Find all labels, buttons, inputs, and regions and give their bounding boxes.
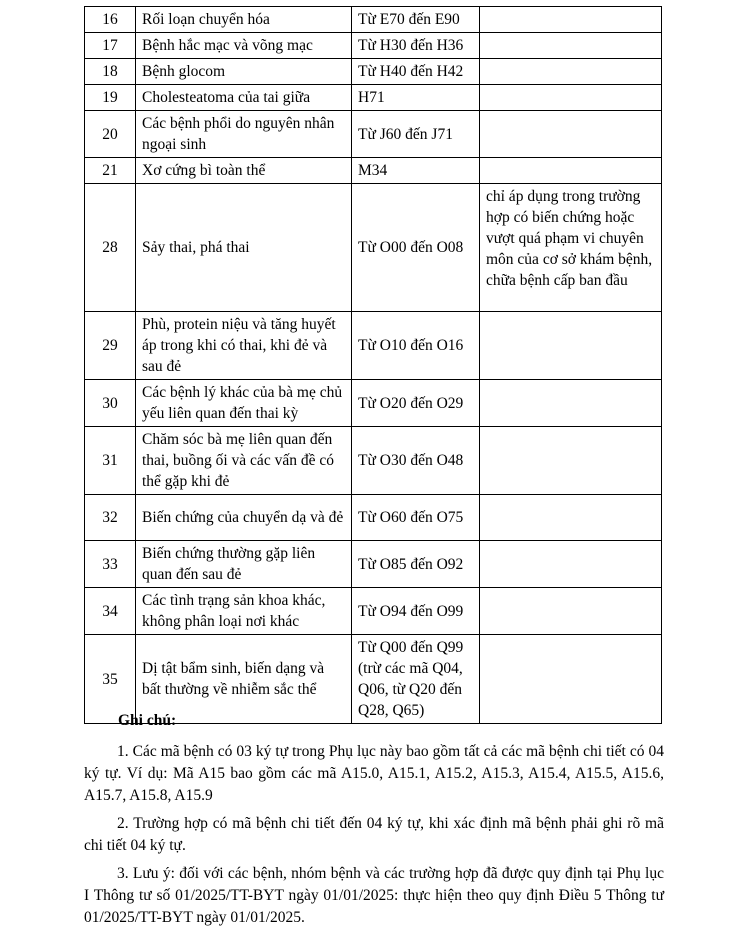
disease-name: Các tình trạng sản khoa khác, không phân loại nơi khác <box>136 588 352 635</box>
row-note <box>480 85 662 111</box>
row-note <box>480 111 662 158</box>
disease-name: Dị tật bẩm sinh, biến dạng và bất thường về nhiễm sắc thể <box>136 635 352 724</box>
row-note <box>480 495 662 541</box>
disease-code: Từ O10 đến O16 <box>352 312 480 380</box>
row-number: 32 <box>85 495 136 541</box>
table-row <box>85 158 662 184</box>
table-row <box>85 495 662 541</box>
table-row <box>85 312 662 380</box>
disease-name: Cholesteatoma của tai giữa <box>136 85 352 111</box>
table-row <box>85 59 662 85</box>
disease-name: Các bệnh phổi do nguyên nhân ngoại sinh <box>136 111 352 158</box>
row-note <box>480 7 662 33</box>
disease-name: Các bệnh lý khác của bà mẹ chủ yếu liên quan đến thai kỳ <box>136 380 352 427</box>
disease-name: Bệnh glocom <box>136 59 352 85</box>
disease-code: Từ E70 đến E90 <box>352 7 480 33</box>
row-note: chỉ áp dụng trong trường hợp có biến chứng hoặc vượt quá phạm vi chuyên môn của cơ sở khám bệnh, chữa bệnh cấp ban đầu <box>480 184 662 312</box>
row-number: 34 <box>85 588 136 635</box>
disease-name: Sảy thai, phá thai <box>136 184 352 312</box>
disease-name: Biến chứng của chuyển dạ và đẻ <box>136 495 352 541</box>
row-number: 18 <box>85 59 136 85</box>
table-row <box>85 33 662 59</box>
disease-code: M34 <box>352 158 480 184</box>
table-row <box>85 85 662 111</box>
row-note <box>480 427 662 495</box>
notes-section <box>84 710 664 935</box>
disease-code: Từ H30 đến H36 <box>352 33 480 59</box>
row-note <box>480 33 662 59</box>
row-number: 35 <box>85 635 136 724</box>
disease-code: H71 <box>352 85 480 111</box>
table-row <box>85 380 662 427</box>
row-number: 30 <box>85 380 136 427</box>
disease-name: Chăm sóc bà mẹ liên quan đến thai, buồng ối và các vấn đề có thể gặp khi đẻ <box>136 427 352 495</box>
note-paragraph-2: 2. Trường hợp có mã bệnh chi tiết đến 04 ký tự, khi xác định mã bệnh phải ghi rõ mã chi tiết 04 ký tự. <box>84 815 664 854</box>
disease-name: Phù, protein niệu và tăng huyết áp trong khi có thai, khi đẻ và sau đẻ <box>136 312 352 380</box>
row-note <box>480 158 662 184</box>
disease-code: Từ O30 đến O48 <box>352 427 480 495</box>
disease-code: Từ O20 đến O29 <box>352 380 480 427</box>
row-number: 31 <box>85 427 136 495</box>
disease-code: Từ J60 đến J71 <box>352 111 480 158</box>
row-number: 19 <box>85 85 136 111</box>
row-note <box>480 588 662 635</box>
disease-name: Xơ cứng bì toàn thể <box>136 158 352 184</box>
row-number: 20 <box>85 111 136 158</box>
row-number: 21 <box>85 158 136 184</box>
disease-code: Từ Q00 đến Q99 (trừ các mã Q04, Q06, từ Q20 đến Q28, Q65) <box>352 635 480 724</box>
disease-name: Biến chứng thường gặp liên quan đến sau đẻ <box>136 541 352 588</box>
disease-code: Từ O60 đến O75 <box>352 495 480 541</box>
row-number: 33 <box>85 541 136 588</box>
row-number: 16 <box>85 7 136 33</box>
row-number: 17 <box>85 33 136 59</box>
note-paragraph-1: 1. Các mã bệnh có 03 ký tự trong Phụ lục này bao gồm tất cả các mã bệnh chi tiết có 04 ký tự. Ví dụ: Mã A15 bao gồm các mã A15.0, A15.1, A15.2, A15.3, A15.4, A15.5, A15.6, A15.7, A15.8, A15.9 <box>84 743 664 804</box>
table-row <box>85 184 662 312</box>
row-note <box>480 380 662 427</box>
table-row <box>85 427 662 495</box>
table-row <box>85 111 662 158</box>
row-note <box>480 59 662 85</box>
row-number: 29 <box>85 312 136 380</box>
disease-code: Từ H40 đến H42 <box>352 59 480 85</box>
row-note <box>480 541 662 588</box>
table-row <box>85 7 662 33</box>
note-paragraph-3: 3. Lưu ý: đối với các bệnh, nhóm bệnh và các trường hợp đã được quy định tại Phụ lục I Thông tư số 01/2025/TT-BYT ngày 01/01/2025: thực hiện theo quy định Điều 5 Thông tư 01/2025/TT-BYT ngày 01/01/2025. <box>84 865 664 926</box>
disease-code: Từ O00 đến O08 <box>352 184 480 312</box>
disease-name: Bệnh hắc mạc và võng mạc <box>136 33 352 59</box>
disease-name: Rối loạn chuyển hóa <box>136 7 352 33</box>
notes-title: Ghi chú: <box>118 712 177 729</box>
table-row <box>85 588 662 635</box>
table-row <box>85 541 662 588</box>
disease-code-table <box>84 6 662 724</box>
row-number: 28 <box>85 184 136 312</box>
row-note <box>480 312 662 380</box>
disease-code: Từ O85 đến O92 <box>352 541 480 588</box>
disease-code: Từ O94 đến O99 <box>352 588 480 635</box>
